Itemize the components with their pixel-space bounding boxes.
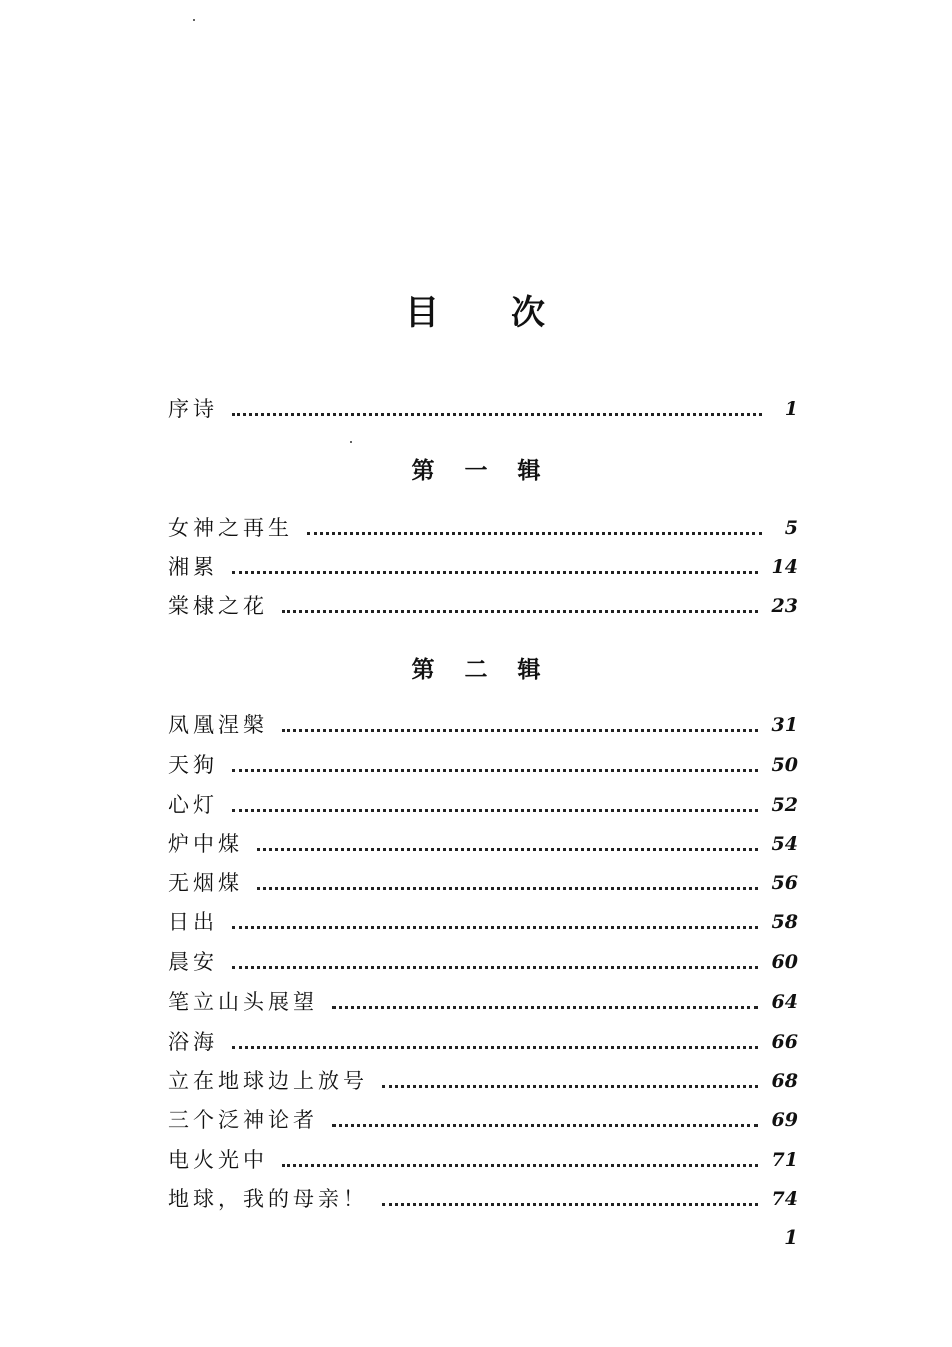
entry-page-number: 1 <box>784 398 798 420</box>
entry-title: 凤凰涅槃 <box>168 713 268 737</box>
dot-leader <box>332 1124 758 1127</box>
entry-title: 无烟煤 <box>168 871 243 895</box>
entry-title: 炉中煤 <box>168 832 243 856</box>
entry-title: 心灯 <box>168 793 218 817</box>
toc-entry[interactable] <box>168 789 798 819</box>
title-char: 次 <box>511 293 547 333</box>
entry-title: 笔立山头展望 <box>168 990 318 1014</box>
section-heading <box>0 452 952 485</box>
dot-leader <box>307 532 762 535</box>
toc-entry[interactable] <box>168 828 798 858</box>
entry-page-number: 71 <box>771 1149 798 1171</box>
dot-leader <box>232 571 758 574</box>
scan-speck <box>350 441 352 443</box>
entry-title: 立在地球边上放号 <box>168 1069 368 1093</box>
entry-page-number: 23 <box>771 595 798 617</box>
entry-page-number: 69 <box>771 1109 798 1131</box>
entry-page-number: 50 <box>771 754 798 776</box>
entry-title: 天狗 <box>168 753 218 777</box>
dot-leader <box>282 610 758 613</box>
toc-entry[interactable] <box>168 986 798 1016</box>
dot-leader <box>332 1006 758 1009</box>
title-char: 目 <box>405 293 441 333</box>
dot-leader <box>282 1164 758 1167</box>
entry-page-number: 58 <box>771 911 798 933</box>
section-heading-char: 二 <box>464 656 488 683</box>
section-heading <box>0 651 952 684</box>
dot-leader <box>382 1203 758 1206</box>
toc-entry[interactable] <box>168 1026 798 1056</box>
entry-title: 棠棣之花 <box>168 594 268 618</box>
entry-page-number: 54 <box>771 833 798 855</box>
section-heading-char: 第 <box>411 656 435 683</box>
entry-title: 女神之再生 <box>168 516 293 540</box>
dot-leader <box>232 926 758 929</box>
dot-leader <box>232 809 758 812</box>
entry-page-number: 74 <box>771 1188 798 1210</box>
page-folio: 1 <box>784 1225 798 1249</box>
section-heading-char: 辑 <box>517 656 541 683</box>
entry-title: 晨安 <box>168 950 218 974</box>
dot-leader <box>232 413 762 416</box>
toc-entry[interactable] <box>168 1183 798 1213</box>
toc-entry[interactable] <box>168 1144 798 1174</box>
entry-title: 序诗 <box>168 397 218 421</box>
section-heading-char: 辑 <box>517 457 541 484</box>
entry-title: 日出 <box>168 910 218 934</box>
dot-leader <box>257 848 758 851</box>
entry-title: 湘累 <box>168 555 218 579</box>
entry-page-number: 68 <box>771 1070 798 1092</box>
entry-page-number: 60 <box>771 951 798 973</box>
toc-entry[interactable] <box>168 709 798 739</box>
entry-page-number: 5 <box>784 517 798 539</box>
entry-title: 地球，我的母亲！ <box>168 1187 368 1211</box>
toc-entry[interactable] <box>168 1104 798 1134</box>
section-heading-char: 第 <box>411 457 435 484</box>
dot-leader <box>382 1085 758 1088</box>
toc-entry[interactable] <box>168 1065 798 1095</box>
entry-page-number: 66 <box>771 1031 798 1053</box>
toc-entry[interactable] <box>168 590 798 620</box>
toc-entry[interactable] <box>168 551 798 581</box>
toc-entry[interactable] <box>168 512 798 542</box>
entry-page-number: 14 <box>771 556 798 578</box>
dot-leader <box>232 769 758 772</box>
scan-speck <box>193 19 195 21</box>
page-title <box>0 285 952 334</box>
dot-leader <box>232 966 758 969</box>
entry-page-number: 52 <box>771 794 798 816</box>
entry-page-number: 64 <box>771 991 798 1013</box>
entry-title: 电火光中 <box>168 1148 268 1172</box>
toc-entry[interactable] <box>168 946 798 976</box>
entry-page-number: 31 <box>771 714 798 736</box>
dot-leader <box>232 1046 758 1049</box>
entry-title: 浴海 <box>168 1030 218 1054</box>
toc-entry-prelude[interactable] <box>168 393 798 423</box>
section-heading-char: 一 <box>464 457 488 484</box>
entry-page-number: 56 <box>771 872 798 894</box>
toc-entry[interactable] <box>168 906 798 936</box>
dot-leader <box>257 887 758 890</box>
toc-entry[interactable] <box>168 867 798 897</box>
dot-leader <box>282 729 758 732</box>
entry-title: 三个泛神论者 <box>168 1108 318 1132</box>
toc-entry[interactable] <box>168 749 798 779</box>
